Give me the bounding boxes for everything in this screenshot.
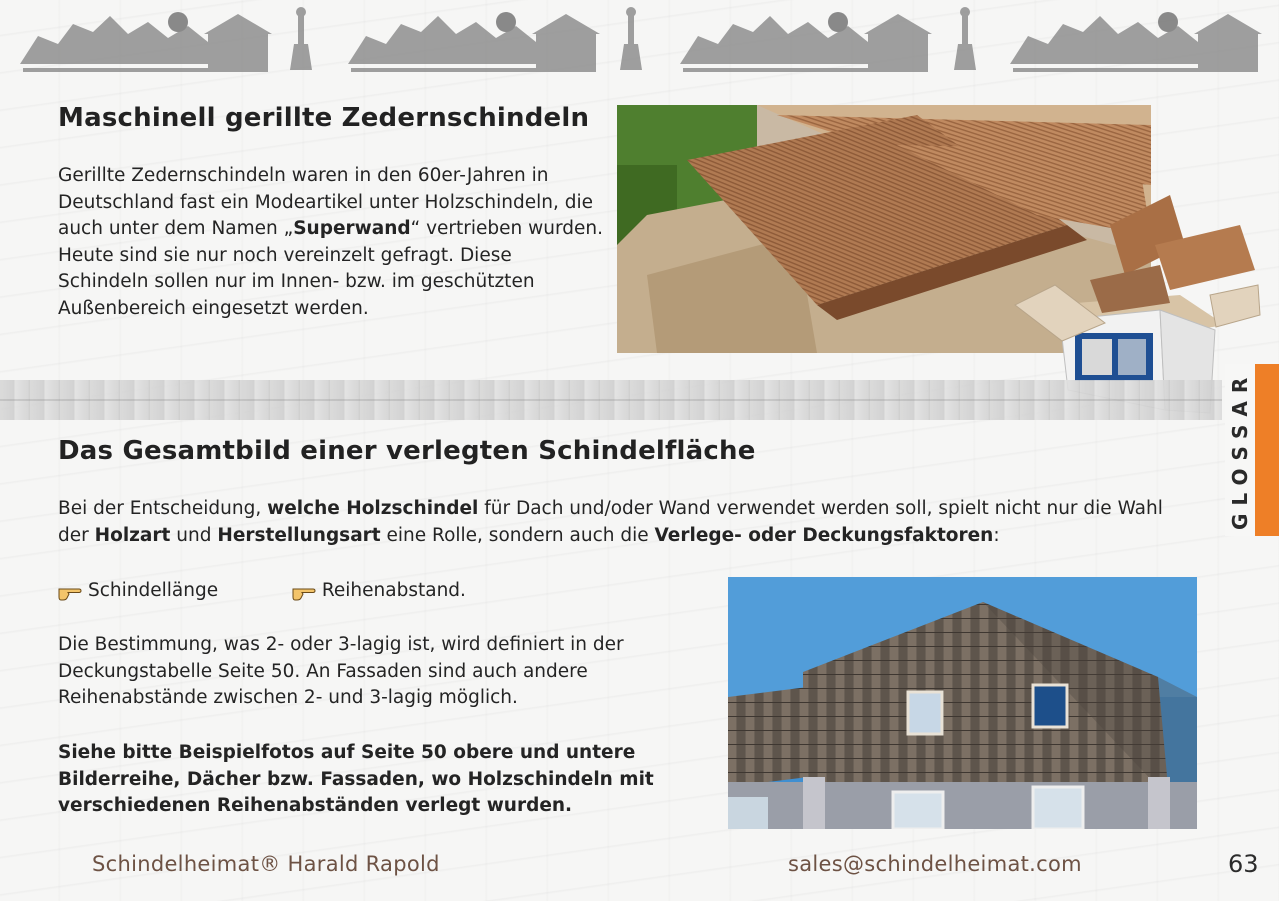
glossary-tab-label: GLOSSAR (1228, 369, 1252, 531)
emphasis-text: Herstellungsart (217, 524, 381, 546)
emphasis-text: Superwand (293, 218, 411, 239)
factor-list (58, 578, 558, 610)
section2-intro (58, 496, 1188, 549)
header-banner (18, 4, 1263, 76)
page-number: 63 (1228, 850, 1259, 878)
glossary-tab-accent (1255, 364, 1279, 536)
body-text: eine Rolle, sondern auch die (380, 524, 655, 546)
pointing-hand-icon (58, 581, 82, 601)
note-text: Siehe bitte Beispielfotos auf Seite 50 obere und untere Bilderreihe, Dächer bzw. Fassaden, wo Holzschindeln mit verschiedenen Reihenabständen verlegt wurden. (58, 742, 654, 816)
footer-email[interactable]: sales@schindelheimat.com (788, 852, 1082, 876)
emphasis-text: welche Holzschindel (267, 498, 479, 519)
definition-text: Die Bestimmung, was 2- oder 3-lagig ist, wird definiert in der Deckungstabelle Seite 50. An Fassaden sind auch andere Reihenabstände zwischen 2- und 3-lagig möglich. (58, 634, 624, 708)
shingle-divider (0, 380, 1222, 420)
shingled-house-facade-photo (728, 577, 1197, 829)
body-text: “ vertrieben wurden. Heute sind sie nur noch vereinzelt gefragt. Diese Schindeln sollen nur im Innen- bzw. im geschützten Außenbereich eingesetzt werden. (58, 218, 604, 319)
pointing-hand-icon (292, 581, 316, 601)
body-text: Bei der Entscheidung, (58, 498, 268, 519)
emphasis-text: Verlege- oder Deckungsfaktoren (654, 524, 994, 546)
section2-title: Das Gesamtbild einer verlegten Schindelfläche (58, 436, 756, 466)
section1-body (58, 163, 603, 322)
body-text: für Dach und/oder Wand verwendet werden soll, spielt nicht nur die Wahl der (58, 498, 1163, 546)
body-text: : (993, 524, 1000, 546)
body-text: Gerillte Zedernschindeln waren in den 60er-Jahren in Deutschland fast ein Modeartikel unter Holzschindeln, die auch unter dem Namen „ (58, 165, 593, 239)
factor-label: Reihenabstand. (321, 580, 466, 601)
emphasis-text: Holzart (94, 524, 171, 546)
section1-title: Maschinell gerillte Zedernschindeln (58, 103, 590, 133)
factor-item (292, 578, 466, 605)
factor-label: Schindellänge (88, 580, 219, 601)
factor-item (58, 578, 218, 605)
footer-company: Schindelheimat® Harald Rapold (92, 852, 440, 876)
glossary-tab[interactable] (1225, 364, 1255, 536)
body-text: und (170, 524, 218, 546)
